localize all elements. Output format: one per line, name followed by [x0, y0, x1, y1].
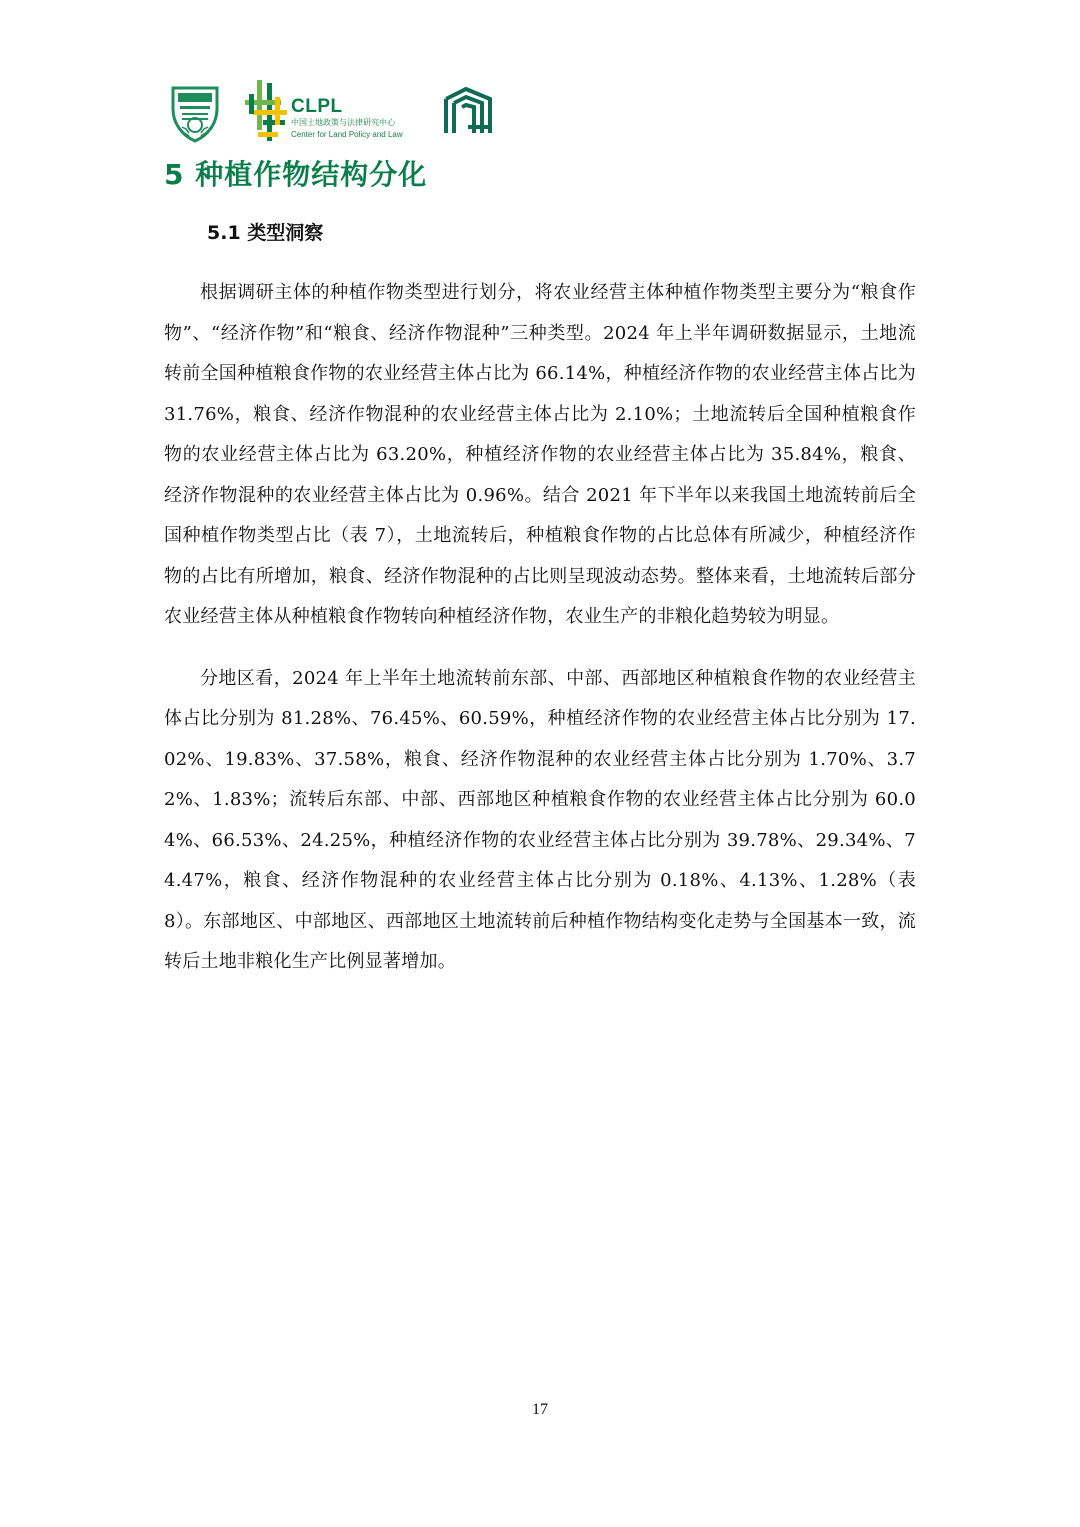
clpl-title: CLPL [291, 96, 343, 117]
clpl-english-subtitle: Center for Land Policy and Law [291, 130, 403, 139]
subsection-title: 5.1 类型洞察 [207, 222, 324, 244]
body-paragraph-regional-analysis: 分地区看，2024 年上半年土地流转前东部、中部、西部地区种植粮食作物的农业经营主体占比分别为 81.28%、76.45%、60.59%，种植经济作物的农业经营主体占比分别为 17.02%、19.83%、37.58%，粮食、经济作物混种的农业经营主体占比分别为 1.70%、3.72%、1.83%；流转后东部、中部、西部地区种植粮食作物的农业经营主体占比分别为 60.04%、66.53%、24.25%，种植经济作物的农业经营主体占比分别为 39.78%、29.34%、74.47%，粮食、经济作物混种的农业经营主体占比分别为 0.18%、4.13%、1.28%（表 8）。东部地区、中部地区、西部地区土地流转前后种植作物结构变化走势与全国基本一致，流转后土地非粮化生产比例显著增加。 [164, 667, 916, 972]
architecture-logo-icon [444, 85, 492, 137]
university-logo-icon [165, 84, 225, 144]
section-title: 5 种植作物结构分化 [164, 158, 428, 191]
header-logo-group [165, 80, 525, 150]
clpl-chinese-subtitle: 中国土地政策与法律研究中心 [291, 118, 395, 127]
document-body [164, 273, 916, 983]
body-paragraph-national-overview: 根据调研主体的种植作物类型进行划分，将农业经营主体种植作物类型主要分为“粮食作物”、“经济作物”和“粮食、经济作物混种”三种类型。2024 年上半年调研数据显示，土地流转前全国种植粮食作物的农业经营主体占比为 66.14%，种植经济作物的农业经营主体占比为 31.76%，粮食、经济作物混种的农业经营主体占比为 2.10%；土地流转后全国种植粮食作物的农业经营主体占比为 63.20%，种植经济作物的农业经营主体占比为 35.84%，粮食、经济作物混种的农业经营主体占比为 0.96%。结合 2021 年下半年以来我国土地流转前后全国种植作物类型占比（表 7），土地流转后，种植粮食作物的占比总体有所减少，种植经济作物的占比有所增加，粮食、经济作物混种的占比则呈现波动态势。整体来看，土地流转后部分农业经营主体从种植粮食作物转向种植经济作物，农业生产的非粮化趋势较为明显。 [164, 282, 916, 627]
clpl-logo-icon [245, 80, 287, 144]
page-number: 17 [532, 1401, 548, 1418]
